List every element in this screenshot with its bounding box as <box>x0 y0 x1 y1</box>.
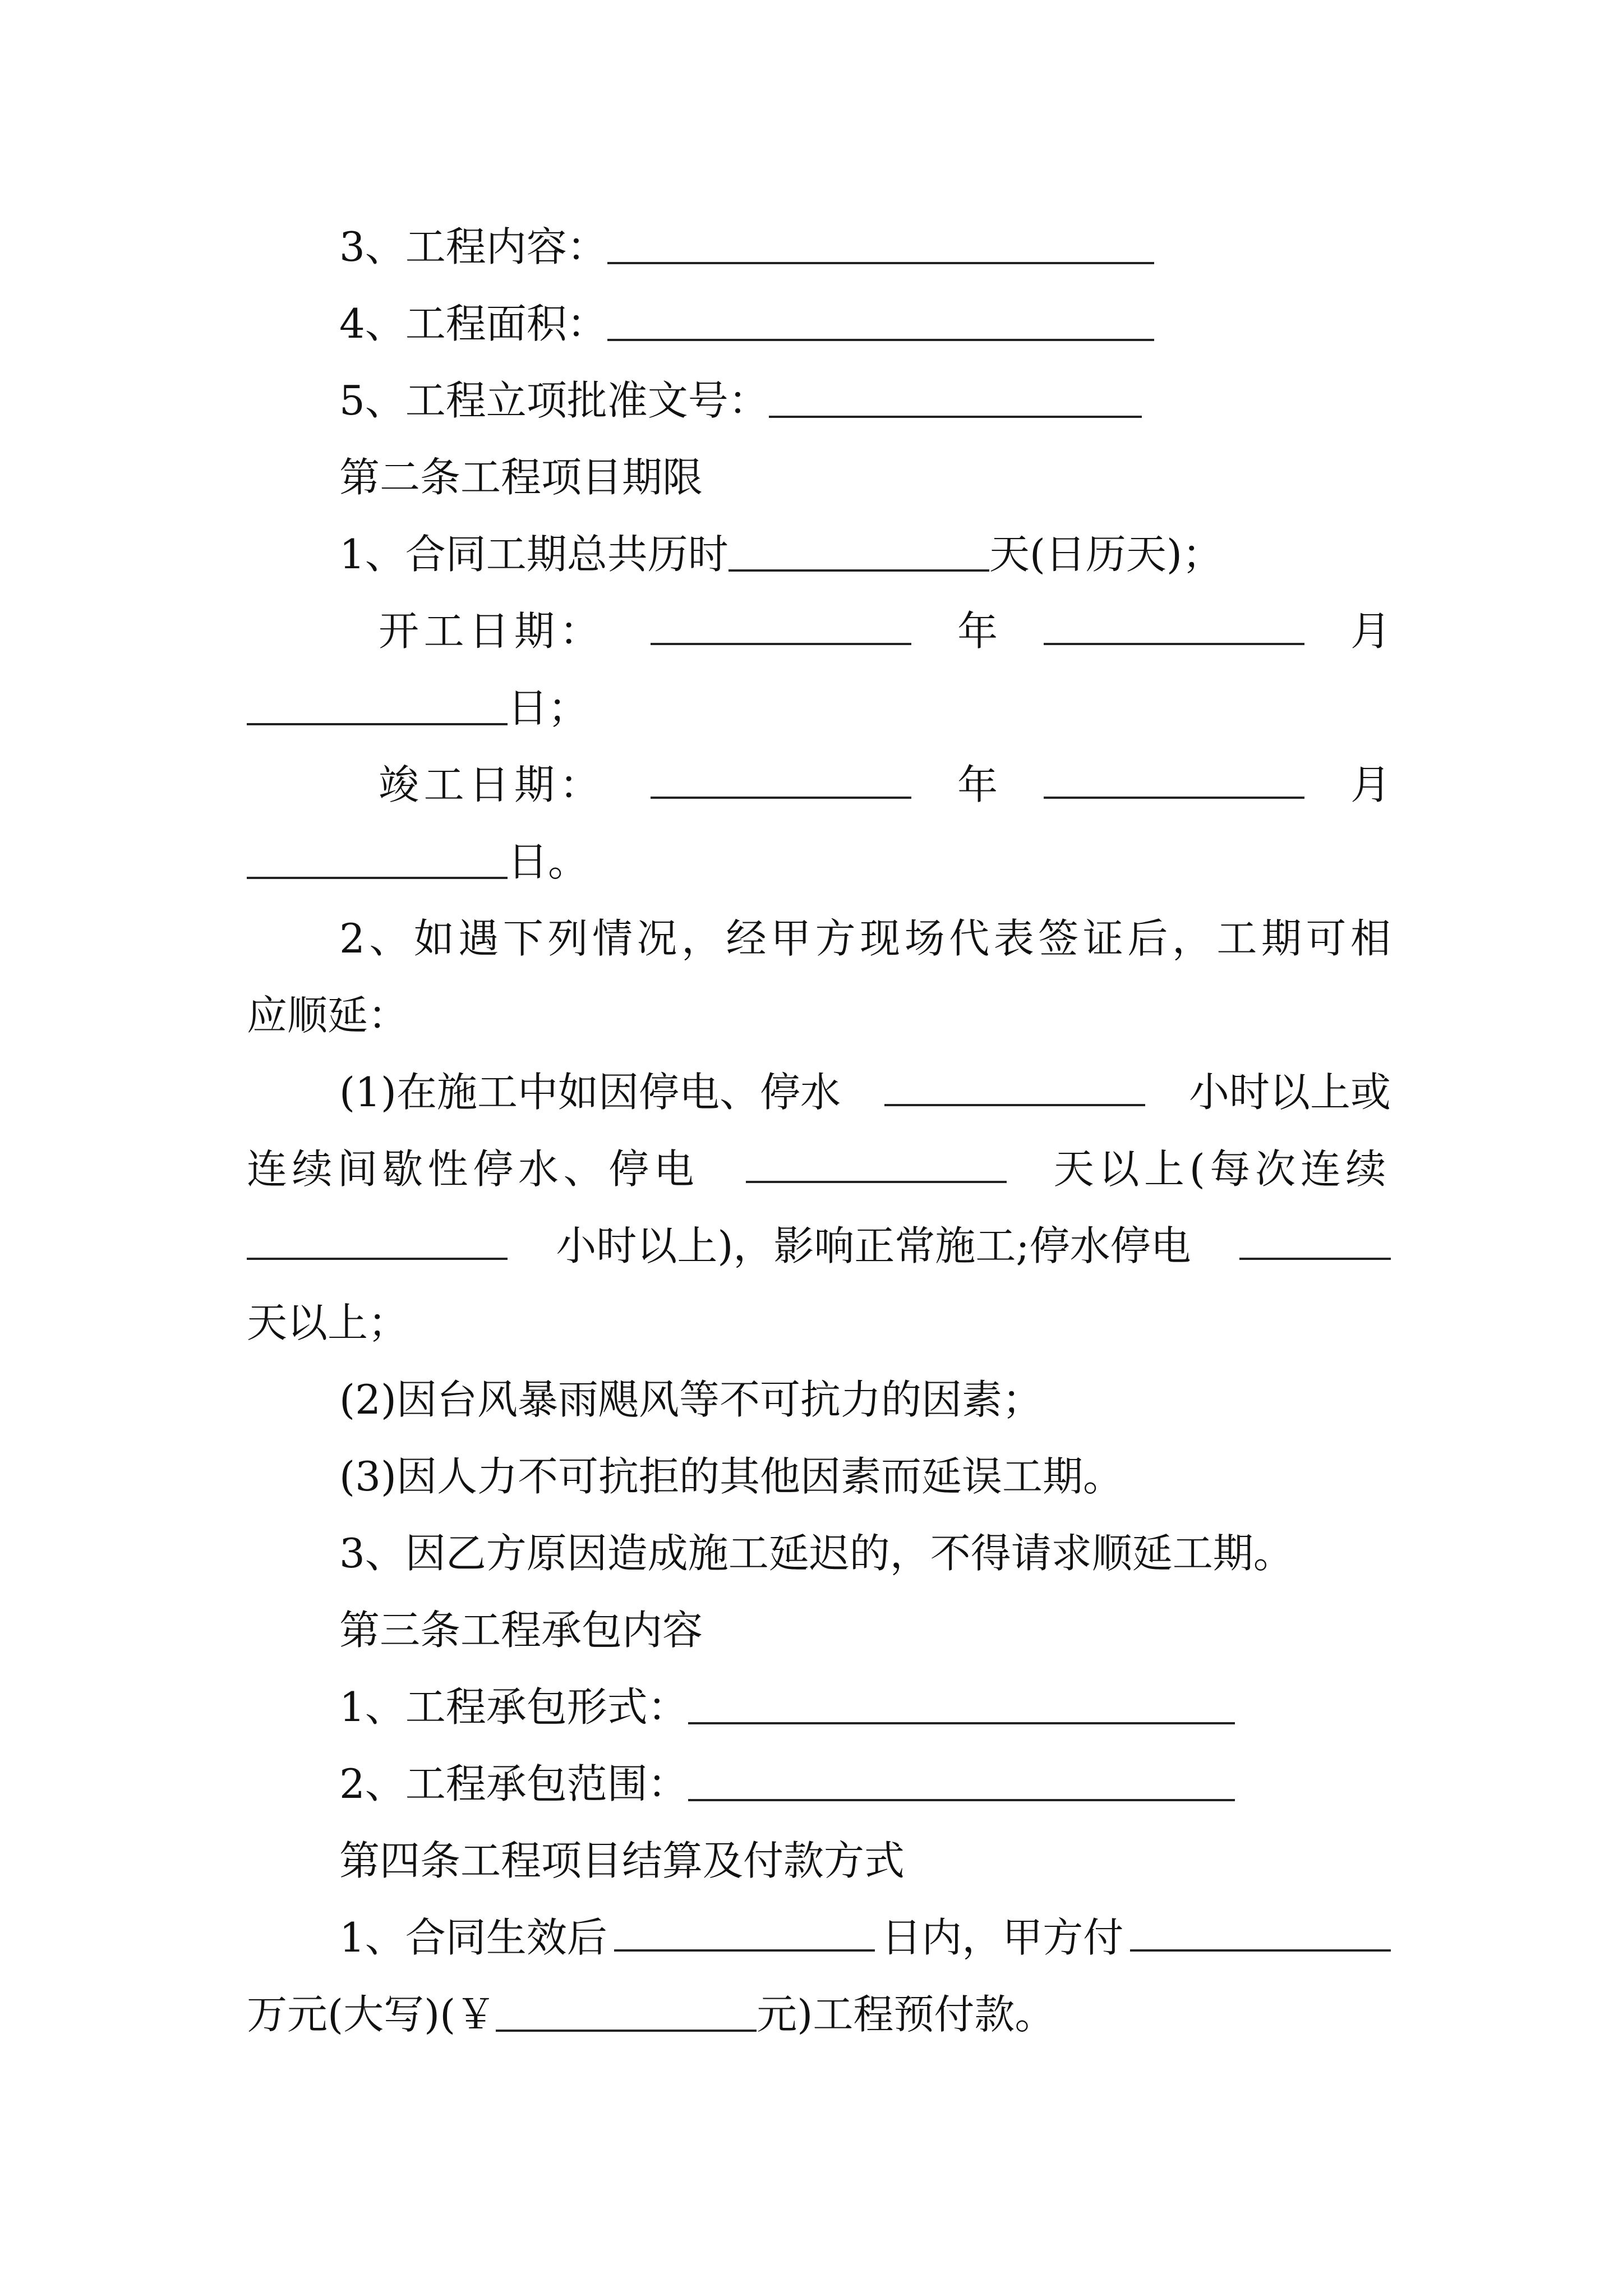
month-text: 月 <box>1350 761 1391 808</box>
blank-field <box>651 602 911 645</box>
condition-3-line <box>247 1446 1391 1507</box>
blank-field <box>728 529 989 572</box>
start-date-line <box>379 600 1391 662</box>
duration-pre: 1、合同工期总共历时 <box>339 531 728 578</box>
payment-mid: 日内，甲方付 <box>881 1914 1124 1961</box>
payment-line-2-post: 元)工程预付款。 <box>757 1991 1055 2038</box>
item-3-line <box>247 216 1391 278</box>
item-4-line <box>247 293 1391 355</box>
payment-line-1 <box>247 1907 1391 1968</box>
condition-1-line-4-text: 天以上； <box>247 1299 409 1346</box>
payment-pre: 1、合同生效后 <box>339 1914 607 1961</box>
payment-line-2 <box>247 1984 1391 2045</box>
condition-3-text: (3)因人力不可抗拒的其他因素而延误工期。 <box>339 1453 1123 1500</box>
payment-line-2-pre: 万元(大写)(￥ <box>247 1991 496 2038</box>
finish-date-label: 竣工日期： <box>379 761 605 808</box>
condition-1-line-2-pre: 连续间歇性停水、停电 <box>247 1145 699 1193</box>
article-4-heading-text: 第四条工程项目结算及付款方式 <box>339 1837 905 1884</box>
delay-clause-line <box>247 1522 1391 1584</box>
duration-post: 天(日历天)； <box>989 531 1223 578</box>
blank-field <box>607 222 1154 264</box>
blank-field <box>247 836 508 879</box>
extension-text-1: 2、如遇下列情况，经甲方现场代表签证后，工期可相 <box>339 915 1391 962</box>
blank-field <box>607 298 1154 341</box>
condition-1-line-2 <box>247 1138 1391 1200</box>
item-5-line <box>247 370 1391 431</box>
blank-field <box>247 1217 508 1260</box>
blank-field <box>1044 602 1304 645</box>
article-4-heading <box>247 1830 1391 1892</box>
blank-field <box>884 1064 1145 1106</box>
contract-scope-line <box>247 1753 1391 1815</box>
year-text: 年 <box>957 608 998 655</box>
condition-1-pre: (1)在施工中如因停电、停水 <box>339 1069 841 1116</box>
condition-1-line-3-mid: 小时以上)，影响正常施工;停水停电 <box>556 1222 1191 1269</box>
month-text: 月 <box>1350 608 1391 655</box>
condition-2-text: (2)因台风暴雨飓风等不可抗力的因素； <box>339 1376 1043 1423</box>
condition-1-line-4 <box>247 1292 1391 1354</box>
finish-date-line <box>379 754 1391 816</box>
blank-field <box>1239 1217 1391 1260</box>
condition-1-line-2-post: 天以上(每次连续 <box>1053 1145 1391 1193</box>
blank-field <box>746 1140 1007 1183</box>
extension-line-1 <box>247 908 1391 969</box>
condition-2-line <box>247 1369 1391 1430</box>
article-3-heading <box>247 1599 1391 1661</box>
article-3-heading-text: 第三条工程承包内容 <box>339 1607 703 1654</box>
delay-clause-text: 3、因乙方原因造成施工延迟的，不得请求顺延工期。 <box>339 1530 1294 1577</box>
duration-line <box>247 523 1391 585</box>
condition-1-post: 小时以上或 <box>1188 1069 1391 1116</box>
blank-field <box>688 1682 1235 1724</box>
finish-date-day-line <box>247 831 1391 892</box>
contract-form-line <box>247 1676 1391 1738</box>
day-text: 日； <box>508 684 589 731</box>
item-5-text: 5、工程立项批准文号： <box>339 377 769 424</box>
blank-field <box>496 1989 757 2032</box>
blank-field <box>688 1759 1235 1801</box>
contract-form-text: 1、工程承包形式： <box>339 1683 688 1731</box>
item-3-text: 3、工程内容： <box>339 223 607 270</box>
blank-field <box>769 375 1142 418</box>
article-2-heading <box>247 447 1391 508</box>
item-4-text: 4、工程面积： <box>339 300 607 347</box>
blank-field <box>1130 1909 1391 1952</box>
extension-text-2: 应顺延： <box>247 992 409 1039</box>
blank-field <box>651 756 911 799</box>
condition-1-line-3 <box>247 1215 1391 1277</box>
article-2-heading-text: 第二条工程项目期限 <box>339 454 703 501</box>
year-text: 年 <box>957 761 998 808</box>
blank-field <box>247 683 508 725</box>
start-date-day-line <box>247 677 1391 739</box>
blank-field <box>614 1909 875 1952</box>
extension-line-2 <box>247 984 1391 1046</box>
condition-1-line-1 <box>247 1061 1391 1123</box>
day-text: 日。 <box>508 838 589 885</box>
blank-field <box>1044 756 1304 799</box>
contract-scope-text: 2、工程承包范围： <box>339 1760 688 1807</box>
start-date-label: 开工日期： <box>379 608 605 655</box>
